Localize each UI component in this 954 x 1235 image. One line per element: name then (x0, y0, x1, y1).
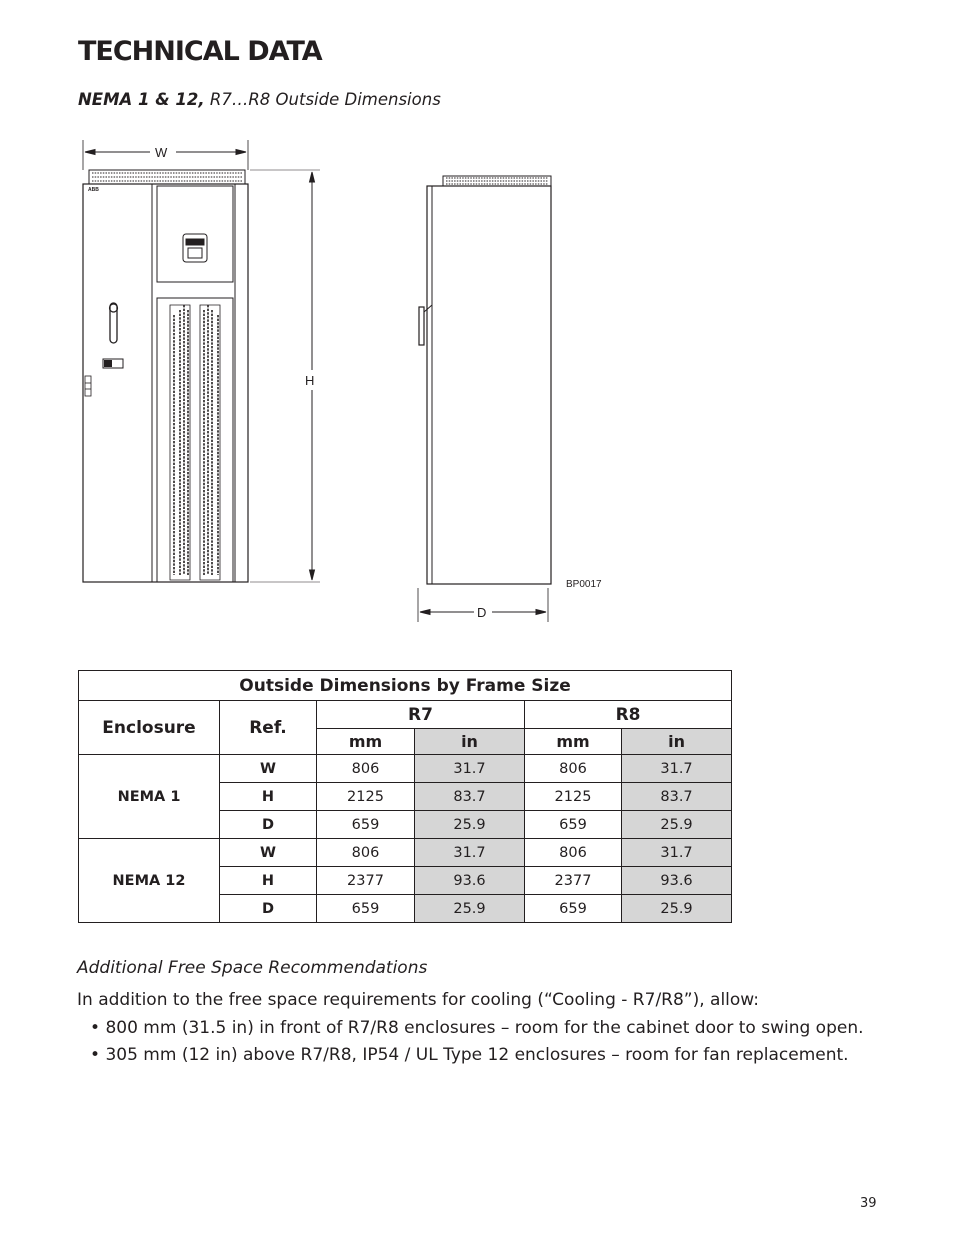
r7-in-cell: 25.9 (415, 811, 525, 839)
enclosure-cell: NEMA 1 (79, 755, 220, 839)
unit-header-r8-mm: mm (525, 729, 622, 755)
table-row (79, 839, 732, 867)
col-header-ref: Ref. (220, 701, 317, 755)
dim-label-w: W (155, 145, 168, 160)
col-group-r7: R7 (317, 701, 525, 729)
r7-mm-cell: 659 (317, 811, 415, 839)
r8-mm-cell: 2377 (525, 867, 622, 895)
subtitle-bold: NEMA 1 & 12, (78, 90, 205, 109)
r8-mm-cell: 806 (525, 839, 622, 867)
intro-paragraph: In addition to the free space requirements for cooling (“Cooling - R7/R8”), allow: (77, 990, 760, 1010)
subtitle-rest: R7…R8 Outside Dimensions (204, 90, 441, 109)
enclosure-dimension-drawing (70, 130, 630, 630)
col-group-r8: R8 (525, 701, 732, 729)
page-number: 39 (860, 1196, 877, 1211)
unit-header-r8-in: in (622, 729, 732, 755)
recommendation-list (90, 1017, 864, 1071)
figure-subtitle (78, 90, 441, 109)
ref-cell: H (220, 783, 317, 811)
r8-mm-cell: 2125 (525, 783, 622, 811)
dimensions-table (78, 670, 732, 923)
r8-in-cell: 83.7 (622, 783, 732, 811)
r8-in-cell: 31.7 (622, 839, 732, 867)
col-header-enclosure: Enclosure (79, 701, 220, 755)
r8-in-cell: 93.6 (622, 867, 732, 895)
ref-cell: D (220, 895, 317, 923)
r8-in-cell: 31.7 (622, 755, 732, 783)
r8-mm-cell: 806 (525, 755, 622, 783)
table-caption: Outside Dimensions by Frame Size (79, 671, 732, 701)
unit-header-r7-in: in (415, 729, 525, 755)
r7-mm-cell: 806 (317, 839, 415, 867)
unit-header-r7-mm: mm (317, 729, 415, 755)
r8-mm-cell: 659 (525, 895, 622, 923)
r8-in-cell: 25.9 (622, 895, 732, 923)
r7-in-cell: 31.7 (415, 755, 525, 783)
enclosure-cell: NEMA 12 (79, 839, 220, 923)
r7-mm-cell: 659 (317, 895, 415, 923)
r7-mm-cell: 2377 (317, 867, 415, 895)
front-logo: ABB (88, 187, 99, 193)
r7-mm-cell: 2125 (317, 783, 415, 811)
r7-in-cell: 25.9 (415, 895, 525, 923)
r7-mm-cell: 806 (317, 755, 415, 783)
section-heading: Additional Free Space Recommendations (77, 958, 428, 978)
list-item: • 305 mm (12 in) above R7/R8, IP54 / UL Type 12 enclosures – room for fan replacement. (90, 1044, 864, 1067)
ref-cell: W (220, 755, 317, 783)
dim-label-d: D (477, 605, 487, 620)
dim-label-h: H (305, 373, 315, 388)
r7-in-cell: 83.7 (415, 783, 525, 811)
ref-cell: W (220, 839, 317, 867)
r7-in-cell: 31.7 (415, 839, 525, 867)
ref-cell: D (220, 811, 317, 839)
table-row (79, 755, 732, 783)
list-item: • 800 mm (31.5 in) in front of R7/R8 enclosures – room for the cabinet door to swing open. (90, 1017, 864, 1040)
drawing-code: BP0017 (566, 579, 602, 590)
r8-in-cell: 25.9 (622, 811, 732, 839)
r8-mm-cell: 659 (525, 811, 622, 839)
page-title: TECHNICAL DATA (78, 36, 322, 67)
r7-in-cell: 93.6 (415, 867, 525, 895)
ref-cell: H (220, 867, 317, 895)
